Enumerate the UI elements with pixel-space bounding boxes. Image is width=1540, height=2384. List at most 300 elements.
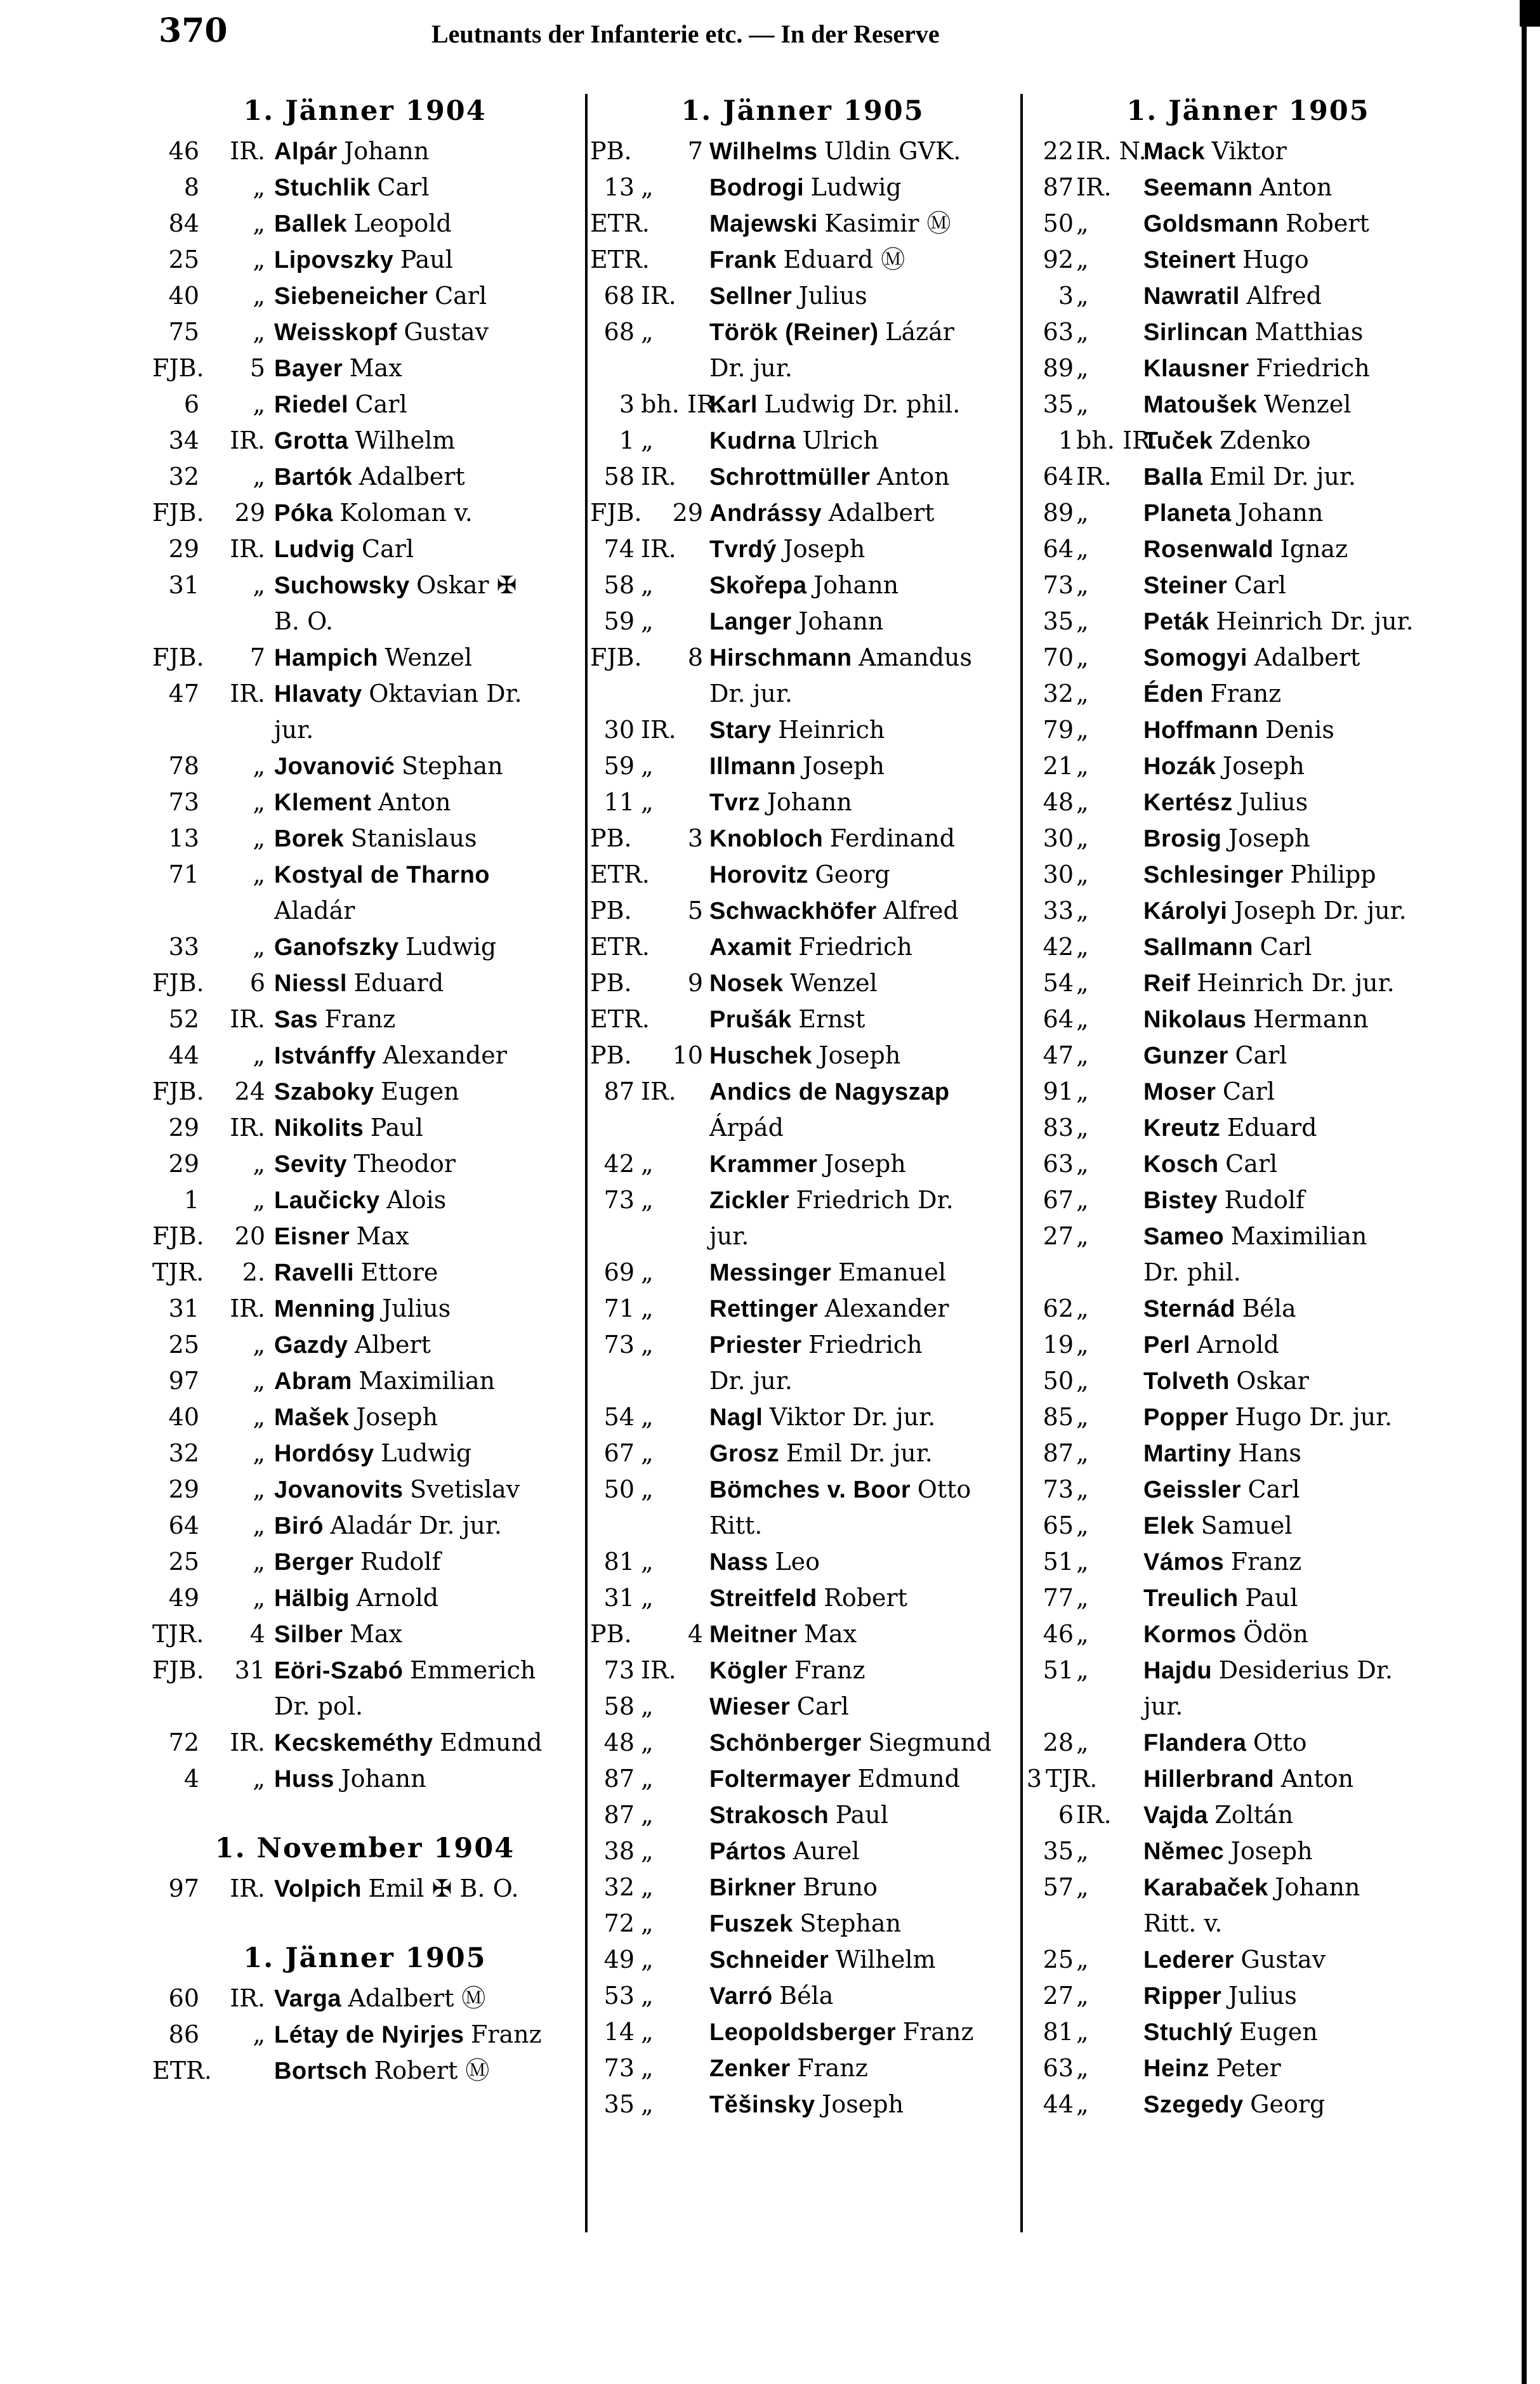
unit-number: 63	[1043, 2054, 1074, 2082]
given-name: Joseph	[824, 1150, 906, 1178]
list-item	[1023, 929, 1473, 965]
unit-number: 40	[168, 282, 199, 310]
entry-name	[709, 386, 960, 423]
given-name: Zoltán	[1214, 1801, 1294, 1829]
given-name: Rudolf	[1224, 1186, 1305, 1214]
unit-number: 3	[1058, 282, 1074, 310]
unit-abbrev: FJB.	[590, 499, 642, 527]
entry-name	[1143, 820, 1310, 857]
surname: Kudrna	[709, 428, 796, 454]
given-name: Oskar ✠	[416, 571, 517, 599]
surname: Suchowsky	[274, 572, 410, 599]
unit-number: 11	[603, 788, 635, 816]
given-name: Friedrich Dr.	[796, 1186, 954, 1214]
entry-name	[1143, 1291, 1296, 1327]
unit-number: 50	[1043, 209, 1074, 237]
given-name: Emmerich	[409, 1656, 536, 1684]
entry-name	[709, 459, 950, 495]
unit-abbrev: „	[253, 390, 265, 418]
unit-number: 8	[687, 643, 703, 671]
unit-abbrev: „	[1076, 1475, 1089, 1503]
unit-number: 3	[1026, 1765, 1042, 1793]
given-name: Carl	[1247, 1475, 1300, 1503]
list-item	[152, 242, 577, 278]
list-item	[1023, 531, 1473, 567]
unit-abbrev: „	[1076, 1222, 1089, 1250]
unit-number	[590, 1508, 635, 1544]
surname: Kormos	[1143, 1621, 1237, 1648]
entry-name	[709, 1869, 878, 1906]
surname: Zenker	[709, 2055, 791, 2082]
unit-abbrev: FJB.	[152, 643, 204, 671]
unit-abbrev: ETR.	[590, 246, 650, 273]
unit-abbrev: „	[1076, 1982, 1089, 2010]
given-name: Paul	[835, 1801, 888, 1829]
unit-abbrev: „	[1076, 354, 1089, 382]
surname: Tuček	[1143, 428, 1213, 454]
given-name: Lázár	[885, 318, 954, 346]
given-name: Julius	[1239, 788, 1308, 816]
unit-number: 54	[1043, 969, 1074, 997]
list-item	[152, 1218, 577, 1255]
surname: Rettinger	[709, 1296, 819, 1322]
given-name: Alfred	[883, 897, 959, 925]
list-item	[152, 820, 577, 857]
given-name: Georg	[1250, 2090, 1326, 2118]
given-name: Dr. jur.	[709, 354, 793, 382]
list-item	[152, 386, 577, 423]
unit-number: 92	[1043, 246, 1074, 273]
surname: Nagl	[709, 1404, 763, 1431]
list-item	[152, 1110, 577, 1146]
entry-name	[274, 531, 414, 567]
entry-name	[274, 1725, 542, 1761]
entry-name	[274, 1182, 446, 1218]
entry-name	[709, 1110, 784, 1146]
unit-number: 97	[168, 1874, 199, 1902]
list-item	[1023, 748, 1473, 784]
given-name: Friedrich	[808, 1331, 923, 1359]
list-item	[152, 2053, 577, 2089]
unit-abbrev: „	[253, 1765, 265, 1793]
entry-name	[709, 1833, 860, 1869]
unit-abbrev	[641, 1110, 702, 1146]
surname: Gunzer	[1143, 1043, 1228, 1069]
entry-name	[1143, 1037, 1287, 1074]
unit-abbrev: PB.	[590, 897, 632, 925]
given-name: Koloman v.	[339, 499, 473, 527]
list-item	[152, 423, 577, 459]
entry-name	[709, 1255, 946, 1291]
given-name: Eugen	[1239, 2018, 1318, 2046]
unit-number: 71	[603, 1294, 635, 1322]
unit-number: 29	[168, 535, 199, 563]
unit-number: 9	[687, 969, 703, 997]
surname: Tvrdý	[709, 536, 777, 563]
entry-name	[1143, 1508, 1293, 1544]
given-name: Adalbert Ⓜ	[348, 1984, 486, 2012]
given-name: Svetislav	[410, 1475, 520, 1503]
unit-abbrev: IR.	[641, 282, 676, 310]
list-item	[1023, 1001, 1473, 1037]
list-item	[1023, 1544, 1473, 1580]
surname: Reif	[1143, 970, 1190, 997]
given-name: Ritt.	[709, 1511, 763, 1539]
entry-name	[709, 929, 912, 965]
given-name: Dr. phil.	[1143, 1258, 1241, 1286]
entry-name	[1143, 1399, 1392, 1435]
list-item	[1023, 712, 1473, 748]
surname: Matoušek	[1143, 392, 1258, 418]
given-name: Aurel	[793, 1837, 860, 1865]
surname: Biró	[274, 1513, 324, 1539]
unit-number: 34	[168, 426, 199, 454]
list-item	[590, 1110, 1015, 1146]
given-name: Wilhelm	[835, 1946, 936, 1973]
list-item	[590, 1001, 1015, 1037]
list-item	[1023, 169, 1473, 206]
list-item	[152, 1363, 577, 1399]
unit-abbrev: „	[1076, 2054, 1089, 2082]
given-name: Aladár	[274, 897, 355, 925]
given-name: Paul	[1245, 1584, 1298, 1612]
list-item	[590, 459, 1015, 495]
surname: Abram	[274, 1368, 352, 1395]
surname: Hillerbrand	[1143, 1766, 1275, 1793]
given-name: Ernst	[798, 1005, 865, 1033]
entry-name	[709, 1544, 820, 1580]
list-item	[590, 965, 1015, 1001]
list-item	[590, 1978, 1015, 2014]
unit-number: 67	[1043, 1186, 1074, 1214]
unit-abbrev: „	[641, 1982, 654, 2010]
surname: Birkner	[709, 1874, 796, 1901]
list-item	[152, 1652, 577, 1689]
given-name: Carl	[377, 173, 430, 201]
unit-abbrev: IR.	[1076, 1801, 1112, 1829]
unit-abbrev: „	[253, 571, 265, 599]
surname: Knobloch	[709, 826, 824, 852]
unit-abbrev: „	[253, 1403, 265, 1431]
entry-name	[709, 1580, 907, 1616]
list-item	[1023, 640, 1473, 676]
entry-name	[709, 676, 793, 712]
given-name: Julius	[798, 282, 867, 310]
section-header: 1. November 1904	[214, 1833, 515, 1864]
surname: Stary	[709, 717, 772, 744]
entry-name	[709, 1472, 971, 1508]
unit-number: 1	[183, 1186, 199, 1214]
surname: Sallmann	[1143, 934, 1253, 961]
unit-abbrev: „	[641, 571, 654, 599]
given-name: Ignaz	[1280, 535, 1348, 563]
list-item	[590, 1327, 1015, 1363]
surname: Mašek	[274, 1404, 350, 1431]
unit-number: 73	[603, 1331, 635, 1359]
entry-name	[709, 206, 951, 242]
unit-number: 29	[168, 1150, 199, 1178]
list-item	[1023, 1508, 1473, 1544]
entry-name	[1143, 2050, 1281, 2086]
given-name: Philipp	[1290, 860, 1376, 888]
surname: Sameo	[1143, 1223, 1225, 1250]
entry-name	[1143, 531, 1348, 567]
unit-abbrev: „	[1076, 607, 1089, 635]
entry-name	[274, 893, 355, 929]
given-name: Max	[349, 354, 402, 382]
unit-abbrev: IR.	[641, 535, 676, 563]
unit-abbrev: „	[641, 1692, 654, 1720]
given-name: Béla	[1242, 1294, 1296, 1322]
unit-number: 42	[1043, 933, 1074, 961]
list-item	[590, 1797, 1015, 1833]
unit-abbrev: „	[641, 1475, 654, 1503]
given-name: Emanuel	[838, 1258, 946, 1286]
unit-abbrev: TJR.	[1046, 1765, 1098, 1793]
unit-abbrev: IR.	[641, 1656, 676, 1684]
surname: Nikolits	[274, 1115, 364, 1142]
entry-name	[1143, 1761, 1353, 1797]
list-item	[1023, 1833, 1473, 1869]
unit-abbrev: „	[253, 282, 265, 310]
unit-number: 58	[603, 571, 635, 599]
given-name: Joseph	[803, 752, 885, 780]
surname: Vámos	[1143, 1549, 1225, 1576]
list-item	[1023, 603, 1473, 640]
unit-number: 38	[603, 1837, 635, 1865]
surname: Riedel	[274, 392, 349, 418]
entry-name	[274, 350, 402, 386]
surname: Goldsmann	[1143, 211, 1279, 237]
entry-name	[709, 1942, 936, 1978]
unit-number: 87	[603, 1765, 635, 1793]
unit-abbrev: „	[1076, 824, 1089, 852]
given-name: Ritt. v.	[1143, 1909, 1223, 1937]
given-name: Adalbert	[1254, 643, 1360, 671]
surname: Grotta	[274, 428, 348, 454]
given-name: Joseph	[783, 535, 865, 563]
unit-number	[152, 712, 199, 748]
list-item	[590, 242, 1015, 278]
unit-number: 29	[234, 499, 265, 527]
given-name: Dr. jur.	[709, 680, 793, 708]
surname: Pártos	[709, 1838, 787, 1865]
unit-number: 78	[168, 752, 199, 780]
entry-name	[709, 1399, 935, 1435]
given-name: Max	[356, 1222, 409, 1250]
unit-number: 81	[603, 1548, 635, 1576]
unit-abbrev: FJB.	[152, 499, 204, 527]
surname: Nikolaus	[1143, 1006, 1247, 1033]
unit-abbrev: „	[641, 1584, 654, 1612]
surname: Varga	[274, 1986, 342, 2012]
unit-number: 69	[603, 1258, 635, 1286]
entry-name	[1143, 929, 1312, 965]
surname: Póka	[274, 500, 333, 527]
list-item	[590, 567, 1015, 603]
given-name: Robert	[824, 1584, 907, 1612]
unit-number	[1023, 1906, 1074, 1942]
unit-number: 54	[603, 1403, 635, 1431]
unit-abbrev: IR.	[641, 1077, 676, 1105]
surname: Kostyal de Tharno	[274, 862, 490, 888]
given-name: Carl	[1225, 1150, 1278, 1178]
list-item	[590, 748, 1015, 784]
list-item	[152, 314, 577, 350]
given-name: Bruno	[803, 1873, 878, 1901]
unit-number: 73	[168, 788, 199, 816]
entry-name	[1143, 1544, 1301, 1580]
unit-abbrev: „	[1076, 1584, 1089, 1612]
list-item	[152, 459, 577, 495]
given-name: Johann	[1238, 499, 1324, 527]
given-name: Johann	[798, 607, 884, 635]
unit-abbrev: „	[641, 2054, 654, 2082]
list-item	[590, 1218, 1015, 1255]
unit-abbrev	[641, 1363, 702, 1399]
unit-number: 89	[1043, 499, 1074, 527]
surname: Balla	[1143, 464, 1203, 491]
list-item	[590, 531, 1015, 567]
list-item	[152, 567, 577, 603]
unit-abbrev: PB.	[590, 824, 632, 852]
entry-name	[1143, 1218, 1367, 1255]
surname: Karl	[709, 392, 758, 418]
list-item	[1023, 1689, 1473, 1725]
entry-name	[709, 1508, 762, 1544]
entry-name	[709, 1218, 749, 1255]
unit-number: 57	[1043, 1873, 1074, 1901]
given-name: Wilhelm	[355, 426, 456, 454]
unit-number: 83	[1043, 1114, 1074, 1142]
list-item	[152, 1435, 577, 1472]
given-name: Carl	[1222, 1077, 1275, 1105]
unit-number: 35	[1043, 607, 1074, 635]
unit-abbrev: „	[1076, 390, 1089, 418]
unit-number: 14	[603, 2018, 635, 2046]
given-name: Matthias	[1254, 318, 1364, 346]
list-item	[590, 929, 1015, 965]
given-name: Hugo Dr. jur.	[1235, 1403, 1393, 1431]
given-name: Leopold	[353, 209, 452, 237]
list-item	[1023, 1978, 1473, 2014]
entry-name	[709, 784, 852, 820]
surname: Klement	[274, 789, 372, 816]
given-name: Edmund	[857, 1765, 960, 1793]
unit-abbrev: „	[1076, 1946, 1089, 1973]
unit-number: 50	[603, 1475, 635, 1503]
entry-name	[1143, 712, 1334, 748]
unit-number: 30	[1043, 824, 1074, 852]
unit-abbrev: „	[1076, 933, 1089, 961]
given-name: Aladár Dr. jur.	[330, 1511, 502, 1539]
given-name: Arnold	[356, 1584, 439, 1612]
unit-abbrev: PB.	[590, 1620, 632, 1648]
entry-name	[709, 314, 954, 350]
surname: Wilhelms	[709, 138, 818, 165]
entry-name	[274, 133, 429, 169]
given-name: Uldin GVK.	[824, 137, 961, 165]
given-name: Adalbert	[828, 499, 935, 527]
surname: Horovitz	[709, 862, 808, 888]
unit-number: 29	[168, 1114, 199, 1142]
unit-number: 24	[234, 1077, 265, 1105]
unit-abbrev: „	[1076, 2018, 1089, 2046]
unit-abbrev: „	[1076, 897, 1089, 925]
unit-number: 50	[1043, 1367, 1074, 1395]
entry-name	[274, 314, 489, 350]
unit-number: 73	[603, 2054, 635, 2082]
unit-abbrev: „	[1076, 535, 1089, 563]
unit-number: 6	[249, 969, 265, 997]
entry-name	[709, 1291, 949, 1327]
list-item	[1023, 1218, 1473, 1255]
entry-name	[1143, 603, 1414, 640]
list-item	[152, 278, 577, 314]
unit-number: 7	[687, 137, 703, 165]
unit-number: 67	[603, 1439, 635, 1467]
entry-name	[709, 1037, 900, 1074]
given-name: Anton	[378, 788, 451, 816]
list-item	[1023, 314, 1473, 350]
unit-abbrev	[641, 1218, 702, 1255]
given-name: Hans	[1238, 1439, 1301, 1467]
entry-name	[1143, 386, 1351, 423]
unit-abbrev: „	[1076, 1294, 1089, 1322]
surname: Kertész	[1143, 789, 1233, 816]
entry-name	[709, 712, 885, 748]
surname: Volpich	[274, 1876, 362, 1902]
unit-abbrev: FJB.	[152, 1077, 204, 1105]
list-item	[590, 784, 1015, 820]
surname: Andics de Nagyszap	[709, 1079, 950, 1105]
entry-name	[709, 242, 905, 278]
entry-name	[1143, 640, 1360, 676]
list-item	[152, 1182, 577, 1218]
surname: Hoffmann	[1143, 717, 1259, 744]
given-name: Eduard	[353, 969, 444, 997]
unit-number: 46	[168, 137, 199, 165]
given-name: Ulrich	[802, 426, 879, 454]
surname: Schneider	[709, 1947, 829, 1973]
unit-number: 29	[168, 1475, 199, 1503]
unit-abbrev: IR.	[641, 716, 676, 744]
list-item	[590, 1508, 1015, 1544]
surname: Karabaček	[1143, 1874, 1268, 1901]
list-item	[590, 893, 1015, 929]
entry-name	[1143, 1869, 1360, 1906]
surname: Hälbig	[274, 1585, 350, 1612]
unit-number: 51	[1043, 1548, 1074, 1576]
list-item	[1023, 1146, 1473, 1182]
surname: Sellner	[709, 283, 793, 310]
given-name: Béla	[779, 1982, 834, 2010]
unit-number	[590, 1363, 635, 1399]
unit-number: 68	[603, 318, 635, 346]
given-name: Theodor	[353, 1150, 456, 1178]
given-name: Johann	[813, 571, 899, 599]
unit-number: 30	[603, 716, 635, 744]
unit-abbrev: FJB.	[152, 1222, 204, 1250]
list-item	[590, 386, 1015, 423]
unit-number: 49	[603, 1946, 635, 1973]
list-item	[590, 1255, 1015, 1291]
entry-name	[1143, 1616, 1308, 1652]
surname: Wieser	[709, 1694, 791, 1720]
surname: Tvrz	[709, 789, 761, 816]
entry-name	[274, 2017, 542, 2053]
unit-abbrev: „	[253, 463, 265, 491]
